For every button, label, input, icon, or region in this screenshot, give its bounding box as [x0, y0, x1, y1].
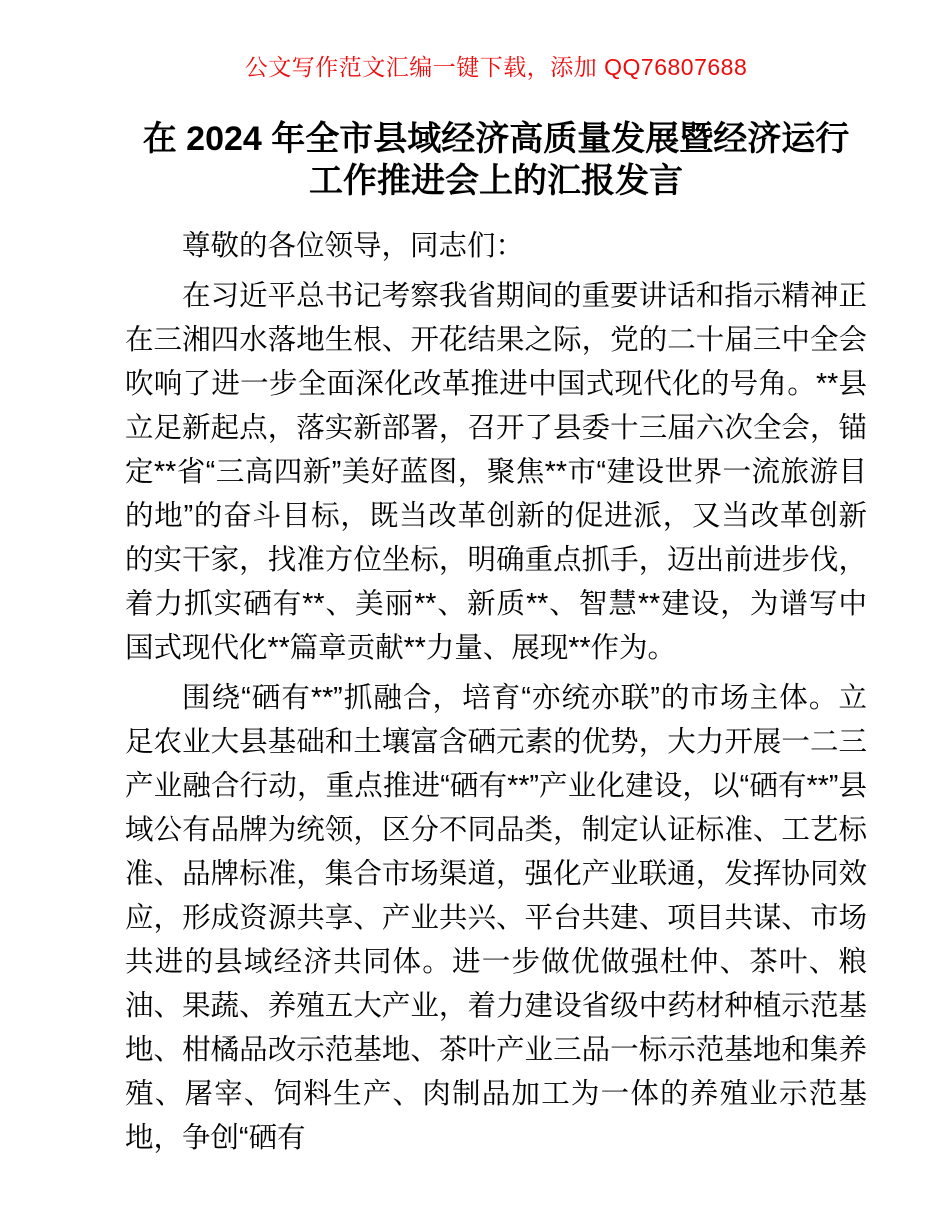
greeting-line: 尊敬的各位领导，同志们：: [182, 230, 525, 262]
title-line-1: 在 2024 年全市县域经济高质量发展暨经济运行: [142, 120, 850, 158]
document-body: [125, 224, 867, 1160]
title-line-2: 工作推进会上的汇报发言: [309, 162, 683, 200]
paragraph-1: 在习近平总书记考察我省期间的重要讲话和指示精神正在三湘四水落地生根、开花结果之际，党的二十届三中全会吹响了进一步全面深化改革推进中国式现代化的号角。**县立足新起点，落实新部署，召开了县委十三届六次全会，锚定**省“三高四新”美好蓝图，聚焦**市“建设世界一流旅游目的地”的奋斗目标，既当改革创新的促进派，又当改革创新的实干家，找准方位坐标，明确重点抓手，迈出前进步伐，着力抓实硒有**、美丽**、新质**、智慧**建设，为谱写中国式现代化**篇章贡献**力量、展现**作为。: [125, 280, 867, 664]
paragraph-2: 围绕“硒有**”抓融合，培育“亦统亦联”的市场主体。立足农业大县基础和土壤富含硒元素的优势，大力开展一二三产业融合行动，重点推进“硒有**”产业化建设，以“硒有**”县域公有品牌为统领，区分不同品类，制定认证标准、工艺标准、品牌标准，集合市场渠道，强化产业联通，发挥协同效应，形成资源共享、产业共兴、平台共建、项目共谋、市场共进的县域经济共同体。进一步做优做强杜仲、茶叶、粮油、果蔬、养殖五大产业，着力建设省级中药材种植示范基地、柑橘品改示范基地、茶叶产业三品一标示范基地和集养殖、屠宰、饲料生产、肉制品加工为一体的养殖业示范基地，争创“硒有: [125, 682, 867, 1154]
doc-title: [125, 118, 867, 202]
promo-banner: 公文写作范文汇编一键下载，添加 QQ76807688: [244, 54, 748, 80]
